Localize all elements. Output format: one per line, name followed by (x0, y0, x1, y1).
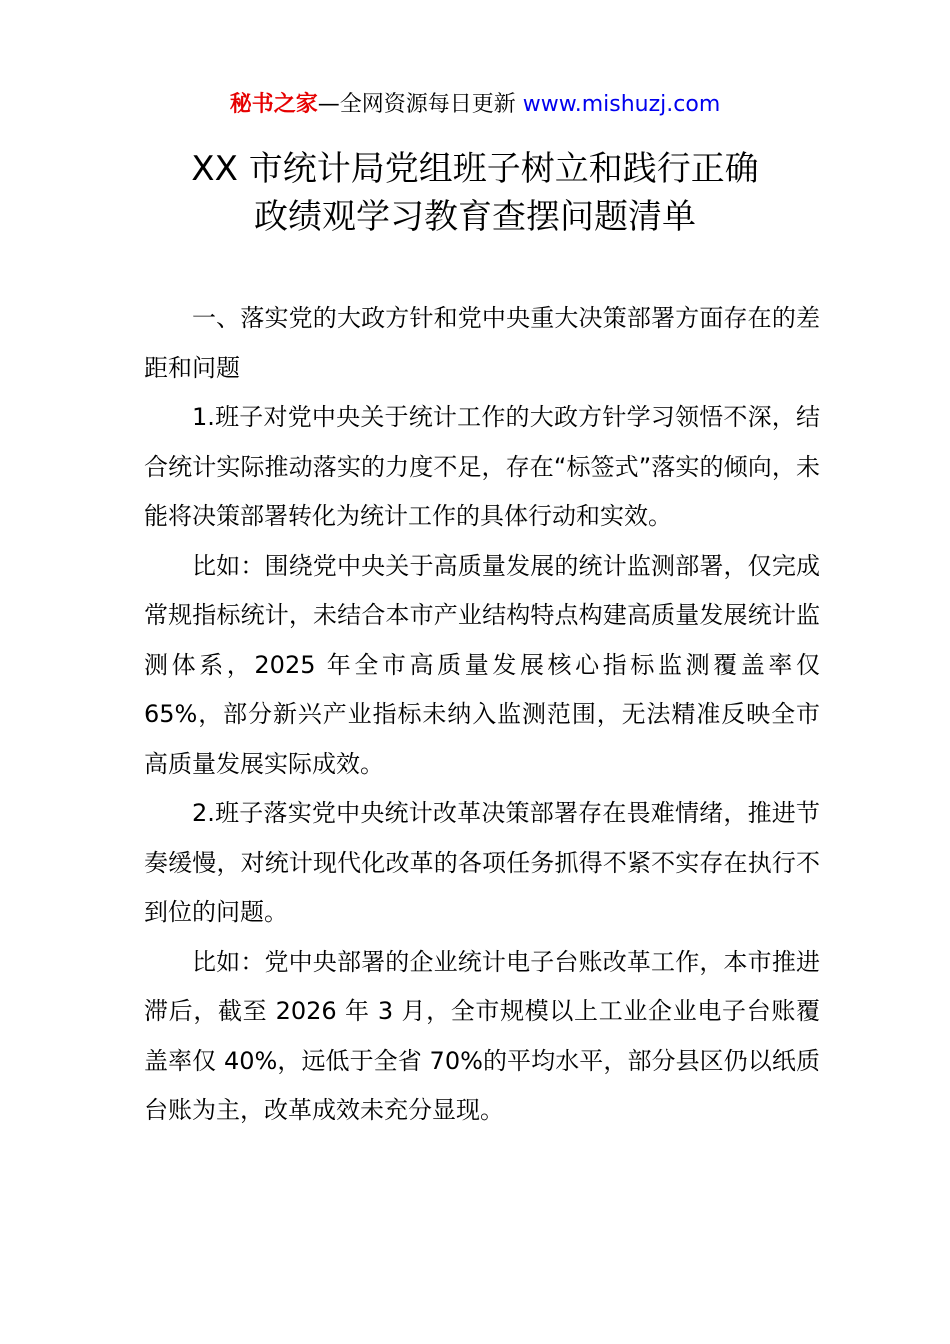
paragraph-example-2: 比如：党中央部署的企业统计电子台账改革工作，本市推进滞后，截至 2026 年 3 月，全市规模以上工业企业电子台账覆盖率仅 40%，远低于全省 70%的平均水平，部分县区仍以纸质台账为主，改革成效未充分显现。 (144, 947, 820, 1124)
document-title (0, 145, 950, 241)
brand-name: 秘书之家 (229, 92, 318, 117)
title-line-2: 政绩观学习教育查摆问题清单 (254, 197, 696, 237)
header-tagline: —全网资源每日更新 (317, 92, 516, 117)
paragraph-item-2: 2.班子落实党中央统计改革决策部署存在畏难情绪，推进节奏缓慢，对统计现代化改革的各项任务抓得不紧不实存在执行不到位的问题。 (144, 799, 820, 926)
title-line-1: XX 市统计局党组班子树立和践行正确 (191, 149, 759, 189)
document-body (144, 294, 820, 1136)
paragraph-example-1: 比如：围绕党中央关于高质量发展的统计监测部署，仅完成常规指标统计，未结合本市产业结构特点构建高质量发展统计监测体系，2025 年全市高质量发展核心指标监测覆盖率仅 65%，部分新兴产业指标未纳入监测范围，无法精准反映全市高质量发展实际成效。 (144, 551, 820, 778)
paragraph-item-1: 1.班子对党中央关于统计工作的大政方针学习领悟不深，结合统计实际推动落实的力度不足，存在“标签式”落实的倾向，未能将决策部署转化为统计工作的具体行动和实效。 (144, 403, 820, 530)
site-header (0, 88, 950, 122)
site-link[interactable]: www.mishuzj.com (522, 92, 721, 117)
section-heading: 一、落实党的大政方针和党中央重大决策部署方面存在的差距和问题 (144, 304, 820, 382)
